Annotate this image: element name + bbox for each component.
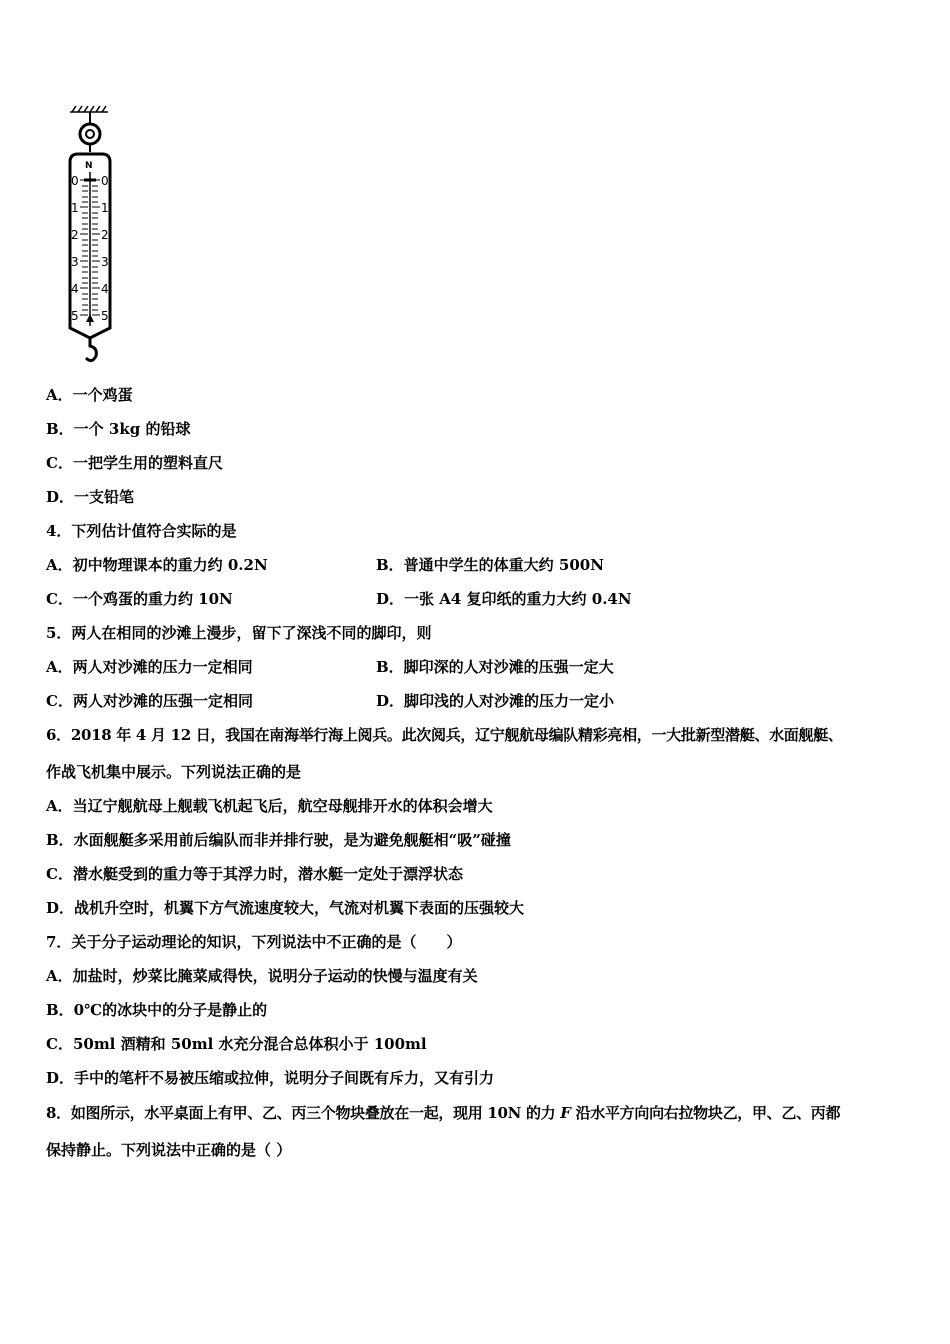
q3-option-d: D．一支铅笔	[46, 488, 135, 506]
q6-option-c: C．潜水艇受到的重力等于其浮力时，潜水艇一定处于漂浮状态	[46, 865, 463, 883]
q7-option-c: C．50ml 酒精和 50ml 水充分混合总体积小于 100ml	[46, 1035, 427, 1053]
scale-label-3-right: 3	[101, 255, 109, 269]
q3-option-b: B．一个 3kg 的铅球	[46, 420, 191, 438]
q4-option-c: C．一个鸡蛋的重力约 10N	[46, 590, 233, 608]
q4-option-b: B．普通中学生的体重大约 500N	[376, 556, 604, 574]
ceiling-hatch	[70, 106, 108, 112]
q7-option-a: A．加盐时，炒菜比腌菜咸得快，说明分子运动的快慢与温度有关	[46, 967, 478, 985]
q7-option-b: B．0℃的冰块中的分子是静止的	[46, 1001, 268, 1019]
q6-option-d: D．战机升空时，机翼下方气流速度较大，气流对机翼下表面的压强较大	[46, 899, 525, 917]
q4-stem: 4．下列估计值符合实际的是	[46, 522, 237, 540]
q6-option-b: B．水面舰艇多采用前后编队而非并排行驶，是为避免舰艇相“吸”碰撞	[46, 831, 511, 849]
q6-stem-line1: 6．2018 年 4 月 12 日，我国在南海举行海上阅兵。此次阅兵，辽宁舰航母编队精彩亮相，一大批新型潜艇、水面舰艇、	[46, 726, 843, 744]
scale-label-4-left: 4	[71, 282, 79, 296]
q5-option-d: D．脚印浅的人对沙滩的压力一定小	[376, 692, 615, 710]
q7-option-d: D．手中的笔杆不易被压缩或拉伸，说明分子间既有斥力，又有引力	[46, 1069, 495, 1087]
q8-force-variable: F	[560, 1104, 571, 1122]
q6-option-a: A．当辽宁舰航母上舰载飞机起飞后，航空母舰排开水的体积会增大	[46, 797, 493, 815]
q8-stem-line1-pre: 8．如图所示，水平桌面上有甲、乙、丙三个物块叠放在一起，现用 10N 的力	[46, 1104, 561, 1122]
scale-labels-left	[71, 174, 79, 323]
scale-label-4-right: 4	[101, 282, 109, 296]
q8-stem-line1	[46, 1103, 840, 1123]
scale-label-5-right: 5	[101, 309, 109, 323]
q3-option-c: C．一把学生用的塑料直尺	[46, 454, 223, 472]
unit-label: N	[85, 161, 93, 171]
scale-label-1-left: 1	[71, 201, 79, 215]
q8-stem-line2: 保持静止。下列说法中正确的是（ ）	[46, 1141, 292, 1159]
q8-stem-line1-post: 沿水平方向向右拉物块乙，甲、乙、丙都	[570, 1104, 841, 1122]
q3-option-a: A．一个鸡蛋	[46, 386, 133, 404]
q4-option-d: D．一张 A4 复印纸的重力大约 0.4N	[376, 590, 632, 608]
q5-option-b: B．脚印深的人对沙滩的压强一定大	[376, 658, 614, 676]
scale-label-2-left: 2	[71, 228, 79, 242]
spring-scale-figure	[60, 100, 120, 370]
q7-stem: 7．关于分子运动理论的知识，下列说法中不正确的是（ ）	[46, 933, 462, 951]
q5-option-c: C．两人对沙滩的压强一定相同	[46, 692, 253, 710]
q4-option-a: A．初中物理课本的重力约 0.2N	[46, 556, 268, 574]
scale-label-2-right: 2	[101, 228, 109, 242]
scale-labels-right	[101, 174, 109, 323]
q5-option-a: A．两人对沙滩的压力一定相同	[46, 658, 253, 676]
scale-label-3-left: 3	[71, 255, 79, 269]
scale-label-1-right: 1	[101, 201, 109, 215]
scale-label-0-right: 0	[101, 174, 109, 188]
q5-stem: 5．两人在相同的沙滩上漫步，留下了深浅不同的脚印，则	[46, 624, 432, 642]
hook	[86, 338, 96, 361]
scale-label-0-left: 0	[71, 174, 79, 188]
hanging-ring	[80, 124, 100, 144]
q6-stem-line2: 作战飞机集中展示。下列说法正确的是	[46, 763, 302, 781]
scale-label-5-left: 5	[71, 309, 79, 323]
